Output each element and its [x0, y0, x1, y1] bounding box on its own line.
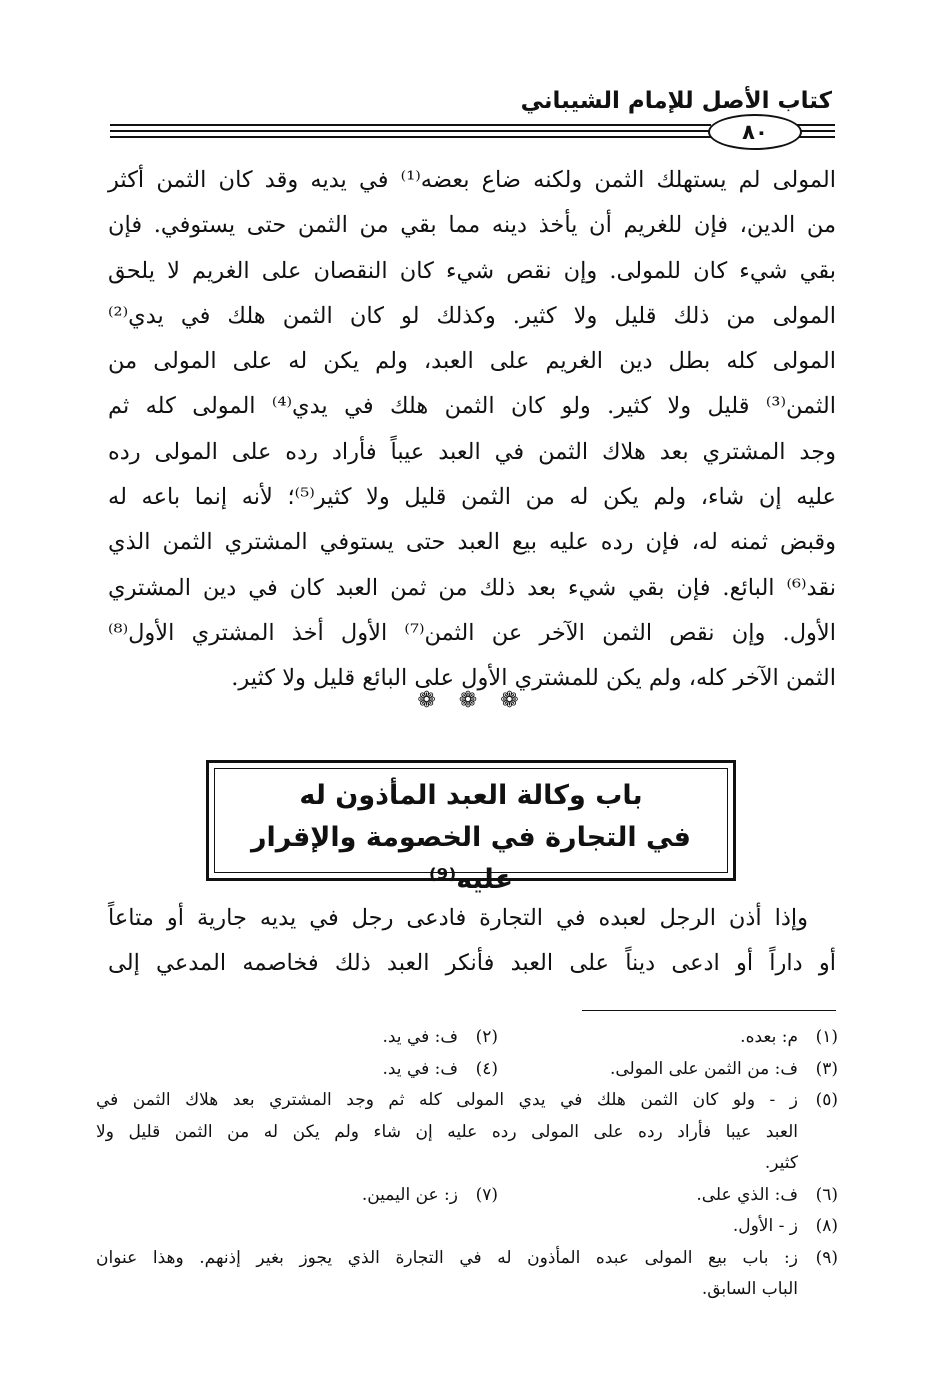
footnote-rule	[582, 1010, 836, 1011]
footnote-row	[96, 1022, 838, 1054]
footnote-number: (٥)	[815, 1090, 838, 1110]
running-title: كتاب الأصل للإمام الشيباني	[520, 88, 832, 114]
footnote-number: (١)	[815, 1027, 838, 1047]
footnote-text: ف: في يد.	[382, 1058, 458, 1079]
footnote-number: (٩)	[815, 1247, 838, 1268]
text-line: المولى لم يستهلك الثمن ولكنه ضاع بعضه⁽¹⁾ في يديه وقد كان الثمن أكثر	[108, 167, 836, 193]
chapter-title	[209, 775, 733, 901]
footnote-number: (٧)	[475, 1184, 498, 1205]
section-separator: ❁ ❁ ❁	[417, 688, 527, 713]
footnotes	[96, 1022, 838, 1306]
footnote-text: ف: الذي على.	[696, 1184, 798, 1205]
body-paragraph	[108, 158, 836, 702]
text-line: وجد المشتري بعد هلاك الثمن في العبد عيباً فأراد رده على المولى رده	[108, 438, 836, 465]
footnote-text: الباب السابق.	[701, 1279, 798, 1299]
footnote-number: (٨)	[815, 1216, 838, 1236]
text-line: بقي شيء كان للمولى. وإن نقص شيء كان النقصان على الغريم لا يلحق	[108, 257, 836, 284]
text-line: الثمن⁽³⁾ قليل ولا كثير. ولو كان الثمن هلك في يدي⁽⁴⁾ المولى كله ثم	[108, 393, 836, 420]
header-rule	[795, 124, 835, 126]
text-line: المولى كله بطل دين الغريم على العبد، ولم يكن له على المولى من	[108, 348, 836, 375]
text-line: وإذا أذن الرجل لعبده في التجارة فادعى رجل في يديه جارية أو متاعاً	[108, 905, 808, 931]
text-line: أو داراً أو ادعى ديناً على العبد فأنكر العبد ذلك فخاصمه المدعي إلى	[108, 950, 836, 977]
header-rule	[795, 136, 835, 138]
header-rule	[110, 124, 711, 126]
footnote-text: ز: عن اليمين.	[361, 1184, 458, 1205]
footnote-text: ز - الأول.	[732, 1216, 798, 1236]
footnote-text: ز: باب بيع المولى عبده المأذون له في التجارة الذي يجوز بغير إذنهم. وهذا عنوان	[96, 1247, 798, 1268]
footnote-text: ف: في يد.	[382, 1027, 458, 1047]
footnote-row	[96, 1085, 838, 1117]
text-line: من الدين، فإن للغريم أن يأخذ دينه مما بقي من الثمن حتى يستوفي. فإن	[108, 212, 836, 239]
footnote-row	[96, 1211, 838, 1243]
text-line: الأول. وإن نقص الثمن الآخر عن الثمن⁽⁷⁾ الأول أخذ المشتري الأول⁽⁸⁾	[108, 619, 836, 646]
footnote-row	[96, 1180, 838, 1212]
header-rule	[110, 130, 711, 132]
footnote-number: (٢)	[475, 1027, 498, 1047]
page-number: ٨٠	[708, 114, 802, 150]
footnote-number: (٦)	[815, 1184, 838, 1205]
text-line: نقد⁽⁶⁾ البائع. فإن بقي شيء بعد ذلك من ثمن العبد كان في دين المشتري	[108, 574, 836, 601]
header-rule	[110, 136, 711, 138]
footnote-number: (٣)	[815, 1058, 838, 1079]
footnote-row	[96, 1054, 838, 1086]
footnote-text: ز - ولو كان الثمن هلك في يدي المولى كله ثم وجد المشتري بعد هلاك الثمن في	[96, 1090, 798, 1110]
footnote-text: العبد عيبا فأراد رده على المولى رده عليه إن شاء ولم يكن له من الثمن قليل ولا	[96, 1121, 798, 1142]
footnote-text: م: بعده.	[740, 1027, 798, 1047]
footnote-text: ف: من الثمن على المولى.	[609, 1058, 798, 1079]
chapter-title-box	[206, 760, 736, 895]
chapter-title-line: باب وكالة العبد المأذون له	[299, 780, 643, 811]
footnote-number: (٤)	[475, 1058, 498, 1079]
chapter-paragraph	[108, 896, 836, 987]
text-line: المولى من ذلك قليل ولا كثير. وكذلك لو كان الثمن هلك في يدي⁽²⁾	[108, 302, 836, 329]
footnote-row	[96, 1243, 838, 1275]
text-line: الثمن الآخر كله، ولم يكن للمشتري الأول على البائع قليل ولا كثير.	[231, 665, 836, 692]
footnote-text: كثير.	[764, 1153, 798, 1173]
text-line: وقبض ثمنه له، فإن رده عليه بيع العبد حتى يستوفي المشتري الثمن الذي	[108, 529, 836, 556]
chapter-title-line: في التجارة في الخصومة والإقرار عليه⁽⁹⁾	[251, 822, 691, 895]
text-line: عليه إن شاء، ولم يكن له من الثمن قليل ولا كثير⁽⁵⁾؛ لأنه إنما باعه له	[108, 484, 836, 511]
